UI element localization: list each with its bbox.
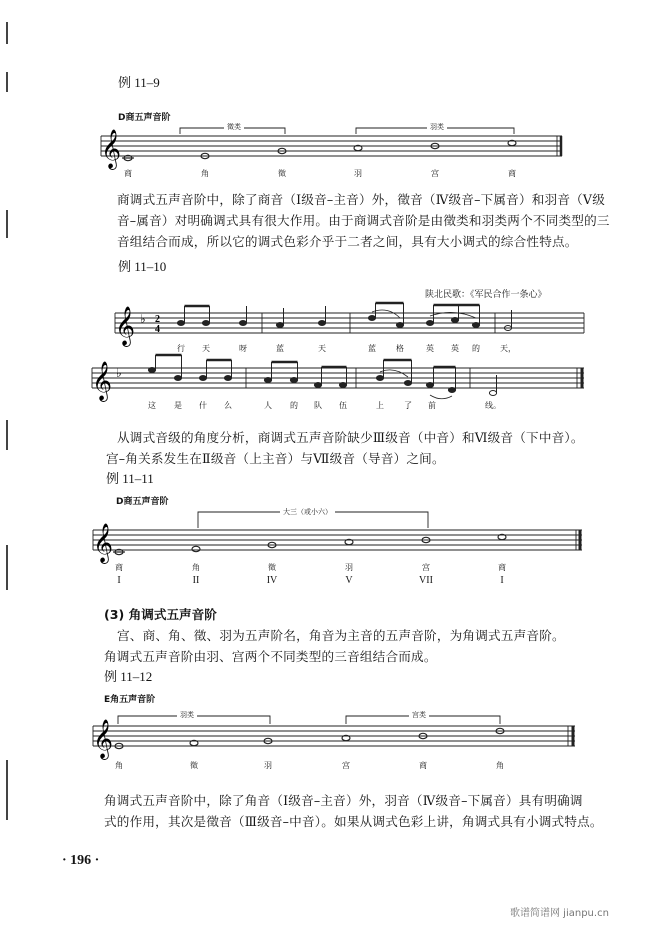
bracket-label: 大三（或小六） [280, 507, 335, 517]
lyric: 蓝 [368, 344, 376, 353]
bracket-label: 羽类 [177, 710, 197, 720]
lyric: 了 [404, 401, 412, 410]
treble-clef-icon: 𝄞 [93, 719, 114, 759]
example-label: 例 11–12 [104, 669, 153, 684]
lyric: 英 [451, 344, 459, 353]
time-signature: 2 [155, 314, 160, 325]
note-label: 角 [192, 563, 200, 572]
page-number: · 196 · [62, 853, 100, 868]
note-label: 羽 [354, 169, 362, 178]
note-label: 徵 [278, 169, 286, 178]
body-text: 式的作用，其次是徵音（Ⅲ级音–中音）。如果从调式色彩上讲，角调式具有小调式特点。 [104, 814, 603, 829]
bracket-label: 羽类 [427, 122, 447, 132]
lyric: 天， [500, 344, 516, 353]
body-text: 角调式五声音阶由羽、宫两个不同类型的三音组结合而成。 [104, 649, 437, 664]
bracket-label: 宫类 [409, 710, 429, 720]
scale-title: D商五声音阶 [118, 113, 171, 123]
lyric: 行 [177, 344, 185, 353]
note-label: 商 [419, 761, 427, 770]
body-text: 从调式音级的角度分析，商调式五声音阶缺少Ⅲ级音（中音）和Ⅵ级音（下中音）。 [117, 430, 584, 445]
bracket-label: 徵类 [224, 122, 244, 132]
lyric: 伍 [339, 401, 347, 410]
note-label: 羽 [264, 761, 272, 770]
note-label: 宫 [431, 169, 439, 178]
body-text: 音组结合而成，所以它的调式色彩介乎于二者之间，具有大小调式的综合性特点。 [117, 234, 578, 249]
lyric: 的 [290, 401, 298, 410]
lyric: 格 [396, 344, 404, 353]
watermark: 歌谱简谱网 jianpu.cn [510, 908, 609, 919]
lyric: 的 [472, 344, 480, 353]
lyric: 么 [224, 401, 232, 410]
degree-label: II [192, 575, 200, 586]
lyric: 是 [174, 401, 182, 410]
lyric: 这 [148, 401, 156, 410]
example-label: 例 11–11 [106, 471, 154, 486]
note-label: 徵 [190, 761, 198, 770]
note-label: 角 [115, 761, 123, 770]
time-signature: 4 [155, 324, 160, 335]
degree-label: I [117, 575, 121, 586]
lyric: 蓝 [276, 344, 284, 353]
flat-icon: ♭ [140, 312, 146, 326]
lyric: 上 [376, 401, 384, 410]
body-text: 角调式五声音阶中，除了角音（Ⅰ级音–主音）外，羽音（Ⅳ级音–下属音）具有明确调 [104, 793, 583, 808]
lyric: 人 [264, 401, 272, 410]
lyric: 前 [428, 401, 436, 410]
lyric: 天 [318, 344, 326, 353]
example-label: 例 11–9 [118, 75, 160, 90]
lyric: 线。 [485, 401, 501, 410]
note-label: 商 [498, 563, 506, 572]
lyric: 什 [199, 401, 207, 410]
body-text: 商调式五声音阶中，除了商音（Ⅰ级音–主音）外，徵音（Ⅳ级音–下属音）和羽音（Ⅴ级 [117, 192, 606, 207]
degree-label: VII [419, 575, 433, 586]
scale-title: E角五声音阶 [104, 695, 156, 705]
song-source: 陕北民歌：《军民合作一条心》 [425, 290, 547, 300]
example-label: 例 11–10 [118, 259, 167, 274]
lyric: 呀 [239, 344, 247, 353]
note-label: 商 [508, 169, 516, 178]
lyric: 天 [202, 344, 210, 353]
note-label: 角 [496, 761, 504, 770]
note-label: 商 [124, 169, 132, 178]
treble-clef-icon: 𝄞 [92, 361, 113, 401]
section-heading: (3) 角调式五声音阶 [104, 607, 217, 622]
lyric: 英 [426, 344, 434, 353]
note-label: 商 [115, 563, 123, 572]
treble-clef-icon: 𝄞 [115, 306, 136, 346]
treble-clef-icon: 𝄞 [93, 523, 114, 563]
treble-clef-icon: 𝄞 [101, 129, 122, 169]
note-label: 徵 [268, 563, 276, 572]
flat-icon: ♭ [116, 366, 122, 380]
scale-title: D商五声音阶 [116, 497, 169, 507]
note-label: 宫 [342, 761, 350, 770]
body-text: 宫–角关系发生在Ⅱ级音（上主音）与Ⅶ级音（导音）之间。 [106, 451, 445, 466]
degree-label: IV [266, 575, 278, 586]
body-text: 音–属音）对明确调式具有很大作用。由于商调式音阶是由徵类和羽类两个不同类型的三 [117, 213, 610, 228]
note-label: 角 [201, 169, 209, 178]
degree-label: I [500, 575, 504, 586]
note-label: 羽 [345, 563, 353, 572]
note-label: 宫 [422, 563, 430, 572]
degree-label: V [345, 575, 353, 586]
lyric: 队 [314, 401, 322, 410]
body-text: 宫、商、角、徵、羽为五声阶名，角音为主音的五声音阶，为角调式五声音阶。 [117, 628, 565, 643]
